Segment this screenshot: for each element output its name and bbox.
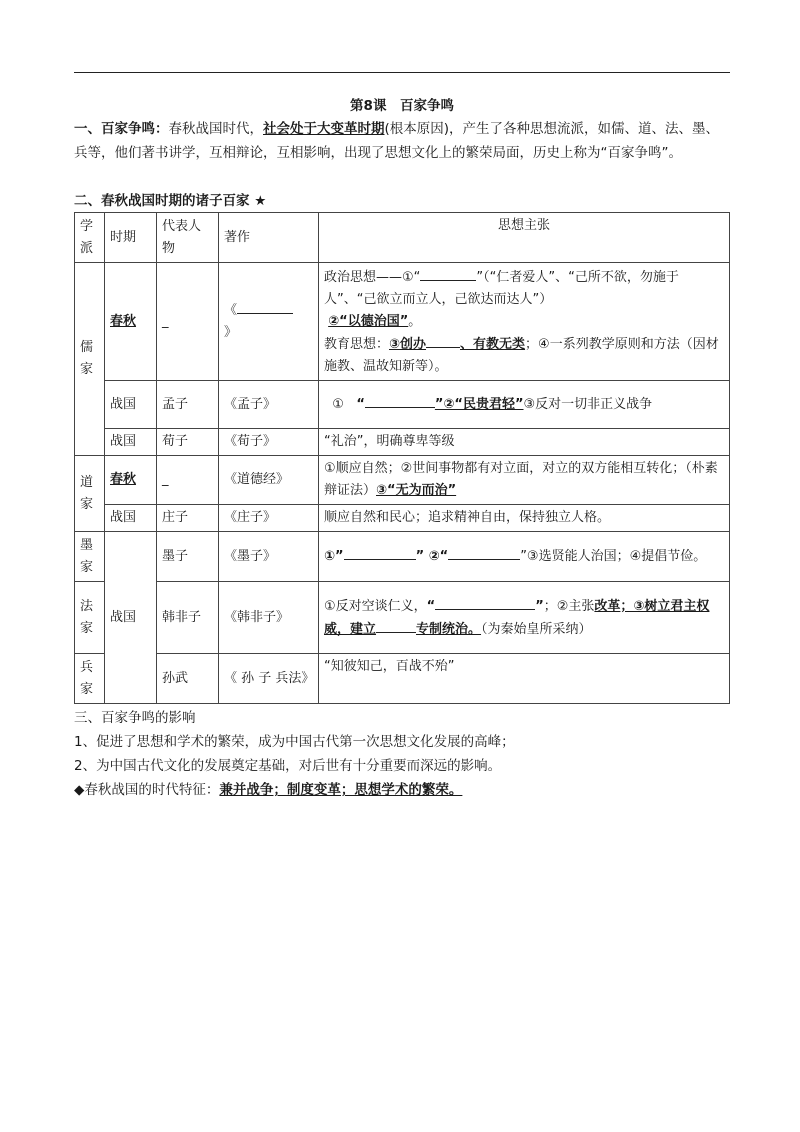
thought-text: ①	[332, 397, 344, 412]
schools-table	[74, 212, 730, 704]
lesson-title: 第8课 百家争鸣	[350, 98, 454, 114]
thought-text: ” ②“	[415, 549, 449, 564]
thought-cell	[319, 532, 730, 582]
era-features-label: ◆春秋战国的时代特征：	[74, 782, 220, 798]
thought-cell	[319, 582, 730, 654]
work-cell: 《韩非子》	[219, 582, 319, 654]
influence-item-2: 2、为中国古代文化的发展奠定基础，对后世有十分重要而深远的影响。	[74, 758, 502, 774]
school-fa: 法家	[75, 582, 105, 654]
influence-item-1: 1、促进了思想和学术的繁荣，成为中国古代第一次思想文化发展的高峰；	[74, 734, 515, 750]
table-header-row	[75, 213, 730, 263]
thought-text: ③反对一切非正义战争	[523, 397, 653, 412]
table-row	[75, 505, 730, 532]
section-1-text-a: 春秋战国时代，	[168, 121, 263, 137]
thought-text: ①”	[324, 549, 344, 564]
period-cell: 战国	[105, 532, 157, 704]
answer-blank	[365, 393, 435, 408]
person-cell: 荀子	[157, 429, 219, 456]
thought-cell	[319, 263, 730, 381]
table-row	[75, 654, 730, 704]
school-dao: 道家	[75, 456, 105, 532]
table-row	[75, 532, 730, 582]
header-school: 学派	[75, 213, 105, 263]
thought-cell: “知彼知己，百战不殆”	[319, 654, 730, 704]
section-1-keypoint: 社会处于大变革时期	[263, 121, 385, 137]
thought-text: ；④一系列教学原则和方法（因材施教、温故知新等）。	[324, 336, 719, 374]
era-features	[74, 778, 462, 802]
person-cell: 韩非子	[157, 582, 219, 654]
thought-keypoint: ③“无为而治”	[376, 483, 457, 498]
work-cell: 《荀子》	[219, 429, 319, 456]
answer-blank	[376, 618, 416, 633]
header-thought: 思想主张	[319, 213, 730, 263]
work-cell	[219, 263, 319, 381]
work-cell: 《庄子》	[219, 505, 319, 532]
answer-blank	[237, 299, 293, 314]
period-cell: 春秋	[105, 263, 157, 381]
person-cell: 孟子	[157, 381, 219, 429]
person-cell: 孙武	[157, 654, 219, 704]
section-1-heading: 一、百家争鸣：	[74, 121, 169, 137]
table-row	[75, 429, 730, 456]
thought-text: 教育思想：	[324, 336, 390, 352]
work-cell: 《 孙 子 兵法》	[219, 654, 319, 704]
header-work: 著作	[219, 213, 319, 263]
person-cell: 墨子	[157, 532, 219, 582]
header-person: 代表人物	[157, 213, 219, 263]
answer-blank	[420, 266, 476, 281]
period-cell: 战国	[105, 429, 157, 456]
work-cell: 《孟子》	[219, 381, 319, 429]
work-cell: 《道德经》	[219, 456, 319, 505]
work-close: 》	[224, 325, 238, 340]
period-cell: 战国	[105, 381, 157, 429]
thought-text: 政治思想——①“	[324, 269, 421, 285]
table-row	[75, 456, 730, 505]
thought-keypoint: ”②“民贵君轻”	[434, 397, 524, 412]
thought-text: （为秦始皇所采纳）	[481, 621, 592, 637]
table-row	[75, 381, 730, 429]
thought-keypoint: 改革	[594, 598, 621, 614]
period-cell: 春秋	[105, 456, 157, 505]
thought-keypoint: 、有教无类	[460, 336, 526, 352]
thought-text: ”（“仁者爱人”、“己所不欲，勿施于人”、“己欲立而立人，己欲达而达人”）	[324, 269, 679, 307]
section-2-heading: 二、春秋战国时期的诸子百家 ★	[74, 193, 267, 209]
thought-text: 。	[408, 313, 422, 329]
thought-text: ；②主张	[543, 598, 595, 614]
person-cell: _	[157, 456, 219, 505]
thought-text: ”③选贤能人治国；④提倡节俭。	[520, 549, 707, 564]
answer-blank	[344, 545, 416, 560]
school-ru: 儒家	[75, 263, 105, 456]
table-row	[75, 582, 730, 654]
thought-keypoint: ；③树立君主权威，建立	[324, 598, 710, 637]
thought-cell	[319, 456, 730, 505]
section-1	[74, 117, 730, 165]
section-1-text-b: (根本原因)，产生了各种思想流派，如儒、道、法、墨、兵等，他们著书讲学，互相辩论，互相影响，出现了思想文化上的繁荣局面，历史上称为“百家争鸣”。	[74, 121, 720, 161]
top-rule	[74, 72, 730, 73]
thought-keypoint: ②“以德治国”	[328, 313, 409, 329]
era-features-value: 兼并战争；制度变革；思想学术的繁荣。	[219, 782, 463, 798]
person-cell: 庄子	[157, 505, 219, 532]
thought-text: ①反对空谈仁义，	[324, 598, 427, 614]
thought-keypoint: 专制统治。	[416, 621, 482, 637]
school-mo: 墨家	[75, 532, 105, 582]
thought-text: “	[356, 397, 365, 412]
period-cell: 战国	[105, 505, 157, 532]
answer-blank	[426, 333, 460, 348]
thought-text: ①顺应自然；②世间事物都有对立面，对立的双方能相互转化；（朴素辩证法）	[324, 461, 718, 498]
thought-cell: “礼治”，明确尊卑等级	[319, 429, 730, 456]
table-row	[75, 263, 730, 381]
section-3-heading: 三、百家争鸣的影响	[74, 710, 196, 726]
header-period: 时期	[105, 213, 157, 263]
thought-text: “	[426, 598, 436, 614]
school-bing: 兵家	[75, 654, 105, 704]
thought-cell	[319, 381, 730, 429]
thought-cell: 顺应自然和民心；追求精神自由，保持独立人格。	[319, 505, 730, 532]
thought-text: ”	[535, 598, 544, 614]
work-open: 《	[224, 303, 238, 318]
answer-blank	[435, 595, 535, 610]
answer-blank	[448, 545, 520, 560]
work-cell: 《墨子》	[219, 532, 319, 582]
person-cell: _	[157, 263, 219, 381]
thought-keypoint: ③创办	[389, 336, 427, 352]
